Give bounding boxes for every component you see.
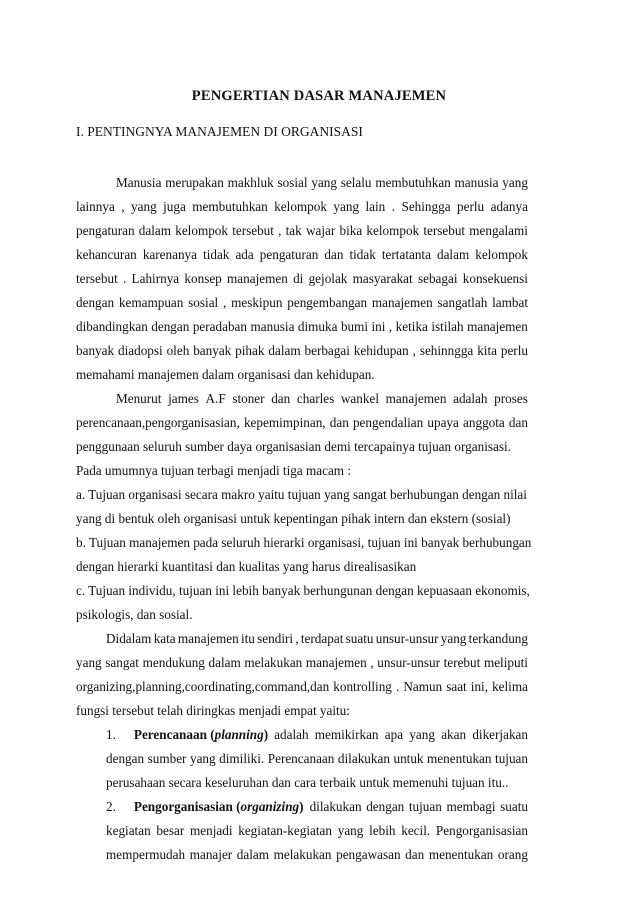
word: kelompok: [175, 223, 228, 238]
word: yang: [409, 727, 435, 742]
word: manajemen: [305, 655, 367, 670]
paragraph-line: [76, 295, 528, 311]
list-item-term: Perencanaan (planning): [133, 727, 269, 742]
word: dan: [508, 415, 528, 430]
word: sangat: [105, 655, 139, 670]
word: terebut: [443, 655, 481, 670]
word: ,: [370, 655, 374, 670]
word: Menurut: [116, 391, 162, 406]
word: ,: [388, 319, 393, 334]
word: mengalami: [469, 223, 528, 238]
word: kecil.: [401, 823, 431, 838]
word: berbagai: [304, 343, 350, 358]
word: dengan: [366, 799, 405, 814]
paragraph-line: psikologis, dan sosial.: [76, 607, 193, 622]
word: diadopsi: [117, 343, 163, 358]
word: ,: [223, 295, 227, 310]
word: dengan: [76, 295, 115, 310]
word: memikirkan: [314, 727, 379, 742]
word: melakukan: [244, 655, 303, 670]
word: ,: [412, 343, 416, 358]
word: ,: [295, 631, 299, 646]
word: ini,: [470, 679, 488, 694]
word: ,: [278, 223, 282, 238]
word: besar: [156, 823, 185, 838]
word: selalu: [340, 175, 372, 190]
word: sumber: [147, 751, 187, 766]
word: dan: [405, 847, 425, 862]
word: manajemen: [227, 271, 288, 286]
word: dan: [329, 415, 349, 430]
paragraph-line: yang di bentuk oleh organisasi untuk kepentingan pihak intern dan ekstern (sosial): [76, 511, 511, 526]
paragraph-line: penggunaan seluruh sumber daya organisasian demi tercapainya tujuan organisasi.: [76, 439, 511, 454]
word: .: [123, 271, 127, 286]
list-item-term: Pengorganisasian (organizing): [133, 799, 304, 814]
word: apa: [384, 727, 404, 742]
word: pengawasan: [336, 847, 401, 862]
word: Perencanaan: [267, 751, 335, 766]
word: dalam: [208, 655, 241, 670]
word: menentukan: [428, 847, 494, 862]
word: tersebut: [76, 271, 118, 286]
word: orang: [497, 847, 528, 862]
word: tujuan: [495, 751, 528, 766]
word: unsur-unsur: [377, 655, 441, 670]
word: kelompok: [274, 199, 327, 214]
word: sebagai: [417, 271, 458, 286]
paragraph-line: a. Tujuan organisasi secara makro yaitu tujuan yang sangat berhubungan dengan nilai: [76, 487, 527, 502]
list-item: [106, 799, 528, 815]
word: tertatanta: [381, 247, 431, 262]
word: tersebut: [232, 223, 274, 238]
word: dimuka: [297, 319, 338, 334]
paragraph-line: Pada umumnya tujuan terbagi menjadi tiga macam :: [76, 463, 352, 478]
word: wajar: [305, 223, 336, 238]
word: oleh: [166, 343, 190, 358]
list-item-line: perusahaan secara keseluruhan dan cara terbaik untuk memenuhi tujuan itu..: [106, 775, 509, 790]
word: konsekuensi: [462, 271, 528, 286]
list-item-number: 2.: [106, 799, 116, 814]
word: ada: [235, 247, 254, 262]
word: bumi: [340, 319, 369, 334]
word: banyak: [76, 343, 115, 358]
word: istilah: [431, 319, 464, 334]
word: itu: [240, 631, 255, 646]
word: dalam: [236, 847, 270, 862]
word: perlu: [500, 343, 528, 358]
paragraph-line: [76, 247, 528, 263]
word: ,: [121, 199, 125, 214]
word: ini: [371, 319, 386, 334]
paragraph-line: [106, 631, 528, 647]
word: adalah: [274, 727, 309, 742]
word: manusia: [454, 175, 499, 190]
word: dalam: [268, 343, 301, 358]
word: manajemen: [371, 295, 433, 310]
word: upaya: [427, 415, 459, 430]
word: kelima: [492, 679, 528, 694]
word: kepemimpinan,: [243, 415, 326, 430]
word: merupakan: [165, 175, 224, 190]
word: stoner: [232, 391, 265, 406]
word: manajemen: [177, 631, 239, 646]
word: manajer: [189, 847, 233, 862]
word: dalam: [138, 223, 172, 238]
word: terkandung: [468, 631, 528, 646]
word: yang: [337, 823, 364, 838]
paragraph-line: [76, 271, 528, 287]
word: juga: [163, 199, 186, 214]
word: dengan: [106, 751, 145, 766]
word: ketika: [395, 319, 428, 334]
word: kegiatan-kegiatan: [238, 823, 332, 838]
word: yang: [131, 199, 157, 214]
word: kehancuran: [76, 247, 137, 262]
word: kemampuan: [118, 295, 184, 310]
word: manusia: [250, 319, 295, 334]
word: sehinngga: [419, 343, 474, 358]
paragraph-line: b. Tujuan manajemen pada seluruh hierarki organisasi, tujuan ini banyak berhubungan: [76, 535, 532, 550]
word: pengendalian: [352, 415, 424, 430]
word: adanya: [490, 199, 528, 214]
word: dan: [324, 247, 344, 262]
word: untuk: [393, 751, 424, 766]
word: kata: [153, 631, 176, 646]
word: dikerjakan: [472, 727, 528, 742]
word: kita: [477, 343, 497, 358]
word: Lahirnya: [131, 271, 180, 286]
word: charles: [296, 391, 335, 406]
document-title: PENGERTIAN DASAR MANAJEMEN: [191, 88, 447, 104]
word: karenanya: [142, 247, 197, 262]
list-item-line: [106, 751, 528, 767]
word: lambat: [492, 295, 528, 310]
word: tersebut: [423, 223, 466, 238]
word: akan: [441, 727, 467, 742]
word: adalah: [453, 391, 488, 406]
paragraph-line: c. Tujuan individu, tujuan ini lebih banyak berhungunan dengan kepuasaan ekonomis,: [76, 583, 530, 598]
word: proses: [494, 391, 528, 406]
word: dibandingkan: [76, 319, 148, 334]
paragraph-line: [76, 319, 528, 335]
word: lainnya: [76, 199, 115, 214]
paragraph-line: [76, 679, 528, 695]
word: unsur-unsur: [375, 631, 439, 646]
word: masyarakat: [352, 271, 413, 286]
word: melakukan: [273, 847, 332, 862]
list-item-line: [106, 823, 528, 839]
word: yang: [440, 631, 467, 646]
word: konsep: [184, 271, 222, 286]
list-item-text: [274, 727, 528, 743]
word: Didalam: [106, 631, 152, 646]
word: sangatlah: [437, 295, 488, 310]
word: kelompok: [475, 247, 528, 262]
list-item-text: [310, 799, 528, 815]
paragraph-line: fungsi tersebut telah diringkas menjadi empat yaitu:: [76, 703, 350, 718]
word: yang: [189, 751, 216, 766]
word: suatu: [500, 799, 528, 814]
word: menentukan: [427, 751, 492, 766]
word: gejolak: [308, 271, 348, 286]
word: tak: [285, 223, 302, 238]
word: yang: [333, 199, 360, 214]
list-item-number: 1.: [106, 727, 116, 742]
word: Namun: [403, 679, 443, 694]
word: suatu: [345, 631, 374, 646]
word: Sehingga: [401, 199, 451, 214]
word: dengan: [151, 319, 190, 334]
paragraph-line: [76, 343, 528, 359]
word: menjadi: [190, 823, 233, 838]
word: manajemen: [467, 319, 528, 334]
word: sosial: [277, 175, 308, 190]
word: dan: [271, 391, 291, 406]
paragraph-line: memahami manajemen dalam organisasi dan kehidupan.: [76, 367, 375, 382]
word: bika: [339, 223, 363, 238]
word: membutuhkan: [192, 199, 268, 214]
word: perencanaan,pengorganisasian,: [76, 415, 240, 430]
word: lebih: [369, 823, 396, 838]
word: dilakukan: [309, 799, 362, 814]
word: peradaban: [192, 319, 248, 334]
word: di: [293, 271, 304, 286]
word: saat: [446, 679, 467, 694]
word: Manusia: [116, 175, 162, 190]
word: dilakukan: [337, 751, 390, 766]
paragraph-line: [116, 391, 528, 407]
word: manajemen: [385, 391, 447, 406]
word: meliputi: [483, 655, 528, 670]
word: yang: [311, 175, 337, 190]
word: Pengorganisasian: [435, 823, 528, 838]
word: perlu: [457, 199, 485, 214]
word: dalam: [436, 247, 470, 262]
paragraph-line: [76, 415, 528, 431]
word: tujuan: [408, 799, 442, 814]
word: anggota: [463, 415, 505, 430]
word: kelompok: [366, 223, 420, 238]
word: organizing,planning,coordinating,command,dan: [76, 679, 330, 694]
paragraph-line: dengan hierarki kuantitasi dan kualitas yang harus direalisasikan: [76, 559, 417, 574]
word: lain: [365, 199, 386, 214]
word: wankel: [340, 391, 379, 406]
word: terdapat: [300, 631, 344, 646]
word: sendiri: [257, 631, 294, 646]
word: pengaturan: [259, 247, 319, 262]
word: makhluk: [227, 175, 274, 190]
word: tidak: [203, 247, 230, 262]
word: membagi: [446, 799, 496, 814]
word: banyak: [193, 343, 232, 358]
word: kehidupan: [353, 343, 409, 358]
word: membutuhkan: [375, 175, 451, 190]
word: .: [395, 679, 400, 694]
paragraph-line: [116, 175, 528, 191]
word: meskipun: [231, 295, 283, 310]
word: pengaturan: [76, 223, 135, 238]
word: mempermudah: [106, 847, 186, 862]
paragraph-line: [76, 223, 528, 239]
list-item-line: [106, 847, 528, 863]
word: dimiliki.: [219, 751, 265, 766]
word: kontrolling: [333, 679, 392, 694]
section-heading: I. PENTINGNYA MANAJEMEN DI ORGANISASI: [76, 124, 363, 139]
word: .: [391, 199, 396, 214]
paragraph-line: [76, 655, 528, 671]
word: tidak: [349, 247, 376, 262]
word: A.F: [205, 391, 226, 406]
word: mendukung: [142, 655, 205, 670]
paragraph-line: [76, 199, 528, 215]
word: kegiatan: [106, 823, 151, 838]
word: sosial: [188, 295, 219, 310]
word: pihak: [235, 343, 265, 358]
word: yang: [76, 655, 102, 670]
word: yang: [502, 175, 528, 190]
word: james: [168, 391, 199, 406]
word: pengembangan: [287, 295, 368, 310]
list-item: [106, 727, 528, 743]
